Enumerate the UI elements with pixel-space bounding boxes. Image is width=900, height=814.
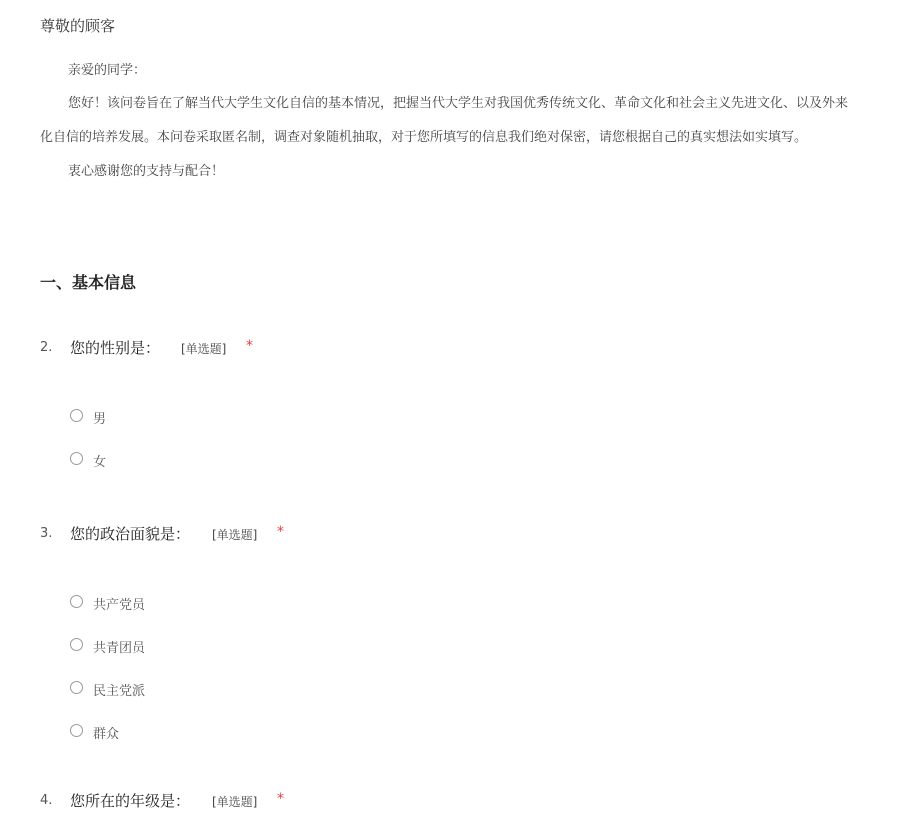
option-label: 女 <box>93 455 107 470</box>
question-title: 您的性别是： <box>70 339 161 357</box>
option-label: 男 <box>93 412 107 427</box>
question-number: 2. <box>40 340 53 355</box>
option-label: 共产党员 <box>93 598 146 613</box>
greeting-title: 尊敬的顾客 <box>40 17 116 35</box>
radio-button[interactable] <box>70 409 83 422</box>
required-mark: * <box>246 338 253 354</box>
option-masses[interactable] <box>68 722 178 744</box>
radio-button[interactable] <box>70 595 83 608</box>
question-political-status <box>40 523 360 547</box>
radio-button[interactable] <box>70 452 83 465</box>
option-league-member[interactable] <box>68 636 178 658</box>
option-democratic-party[interactable] <box>68 679 178 701</box>
question-type-label: [单选题] <box>212 528 258 542</box>
question-number: 3. <box>40 526 53 541</box>
question-title: 您所在的年级是： <box>70 792 191 810</box>
thanks-line: 衷心感谢您的支持与配合！ <box>68 164 225 179</box>
option-party-member[interactable] <box>68 593 178 615</box>
required-mark: * <box>277 524 284 540</box>
question-grade <box>40 790 360 814</box>
question-number: 4. <box>40 793 53 808</box>
question-gender <box>40 337 340 361</box>
question-title: 您的政治面貌是： <box>70 525 191 543</box>
salutation: 亲爱的同学： <box>68 63 147 78</box>
option-label: 群众 <box>93 727 120 742</box>
option-female[interactable] <box>68 450 128 472</box>
option-label: 民主党派 <box>93 684 146 699</box>
section-title: 一、基本信息 <box>40 273 137 292</box>
question-type-label: [单选题] <box>181 342 227 356</box>
option-male[interactable] <box>68 407 128 429</box>
intro-paragraph-line-1: 您好！该问卷旨在了解当代大学生文化自信的基本情况，把握当代大学生对我国优秀传统文化、革命文化和社会主义先进文化、以及外来 <box>68 96 849 111</box>
question-type-label: [单选题] <box>212 795 258 809</box>
radio-button[interactable] <box>70 724 83 737</box>
option-label: 共青团员 <box>93 641 146 656</box>
radio-button[interactable] <box>70 638 83 651</box>
required-mark: * <box>277 791 284 807</box>
intro-paragraph-line-2: 化自信的培养发展。本问卷采取匿名制，调查对象随机抽取，对于您所填写的信息我们绝对保密，请您根据自己的真实想法如实填写。 <box>40 130 808 145</box>
radio-button[interactable] <box>70 681 83 694</box>
